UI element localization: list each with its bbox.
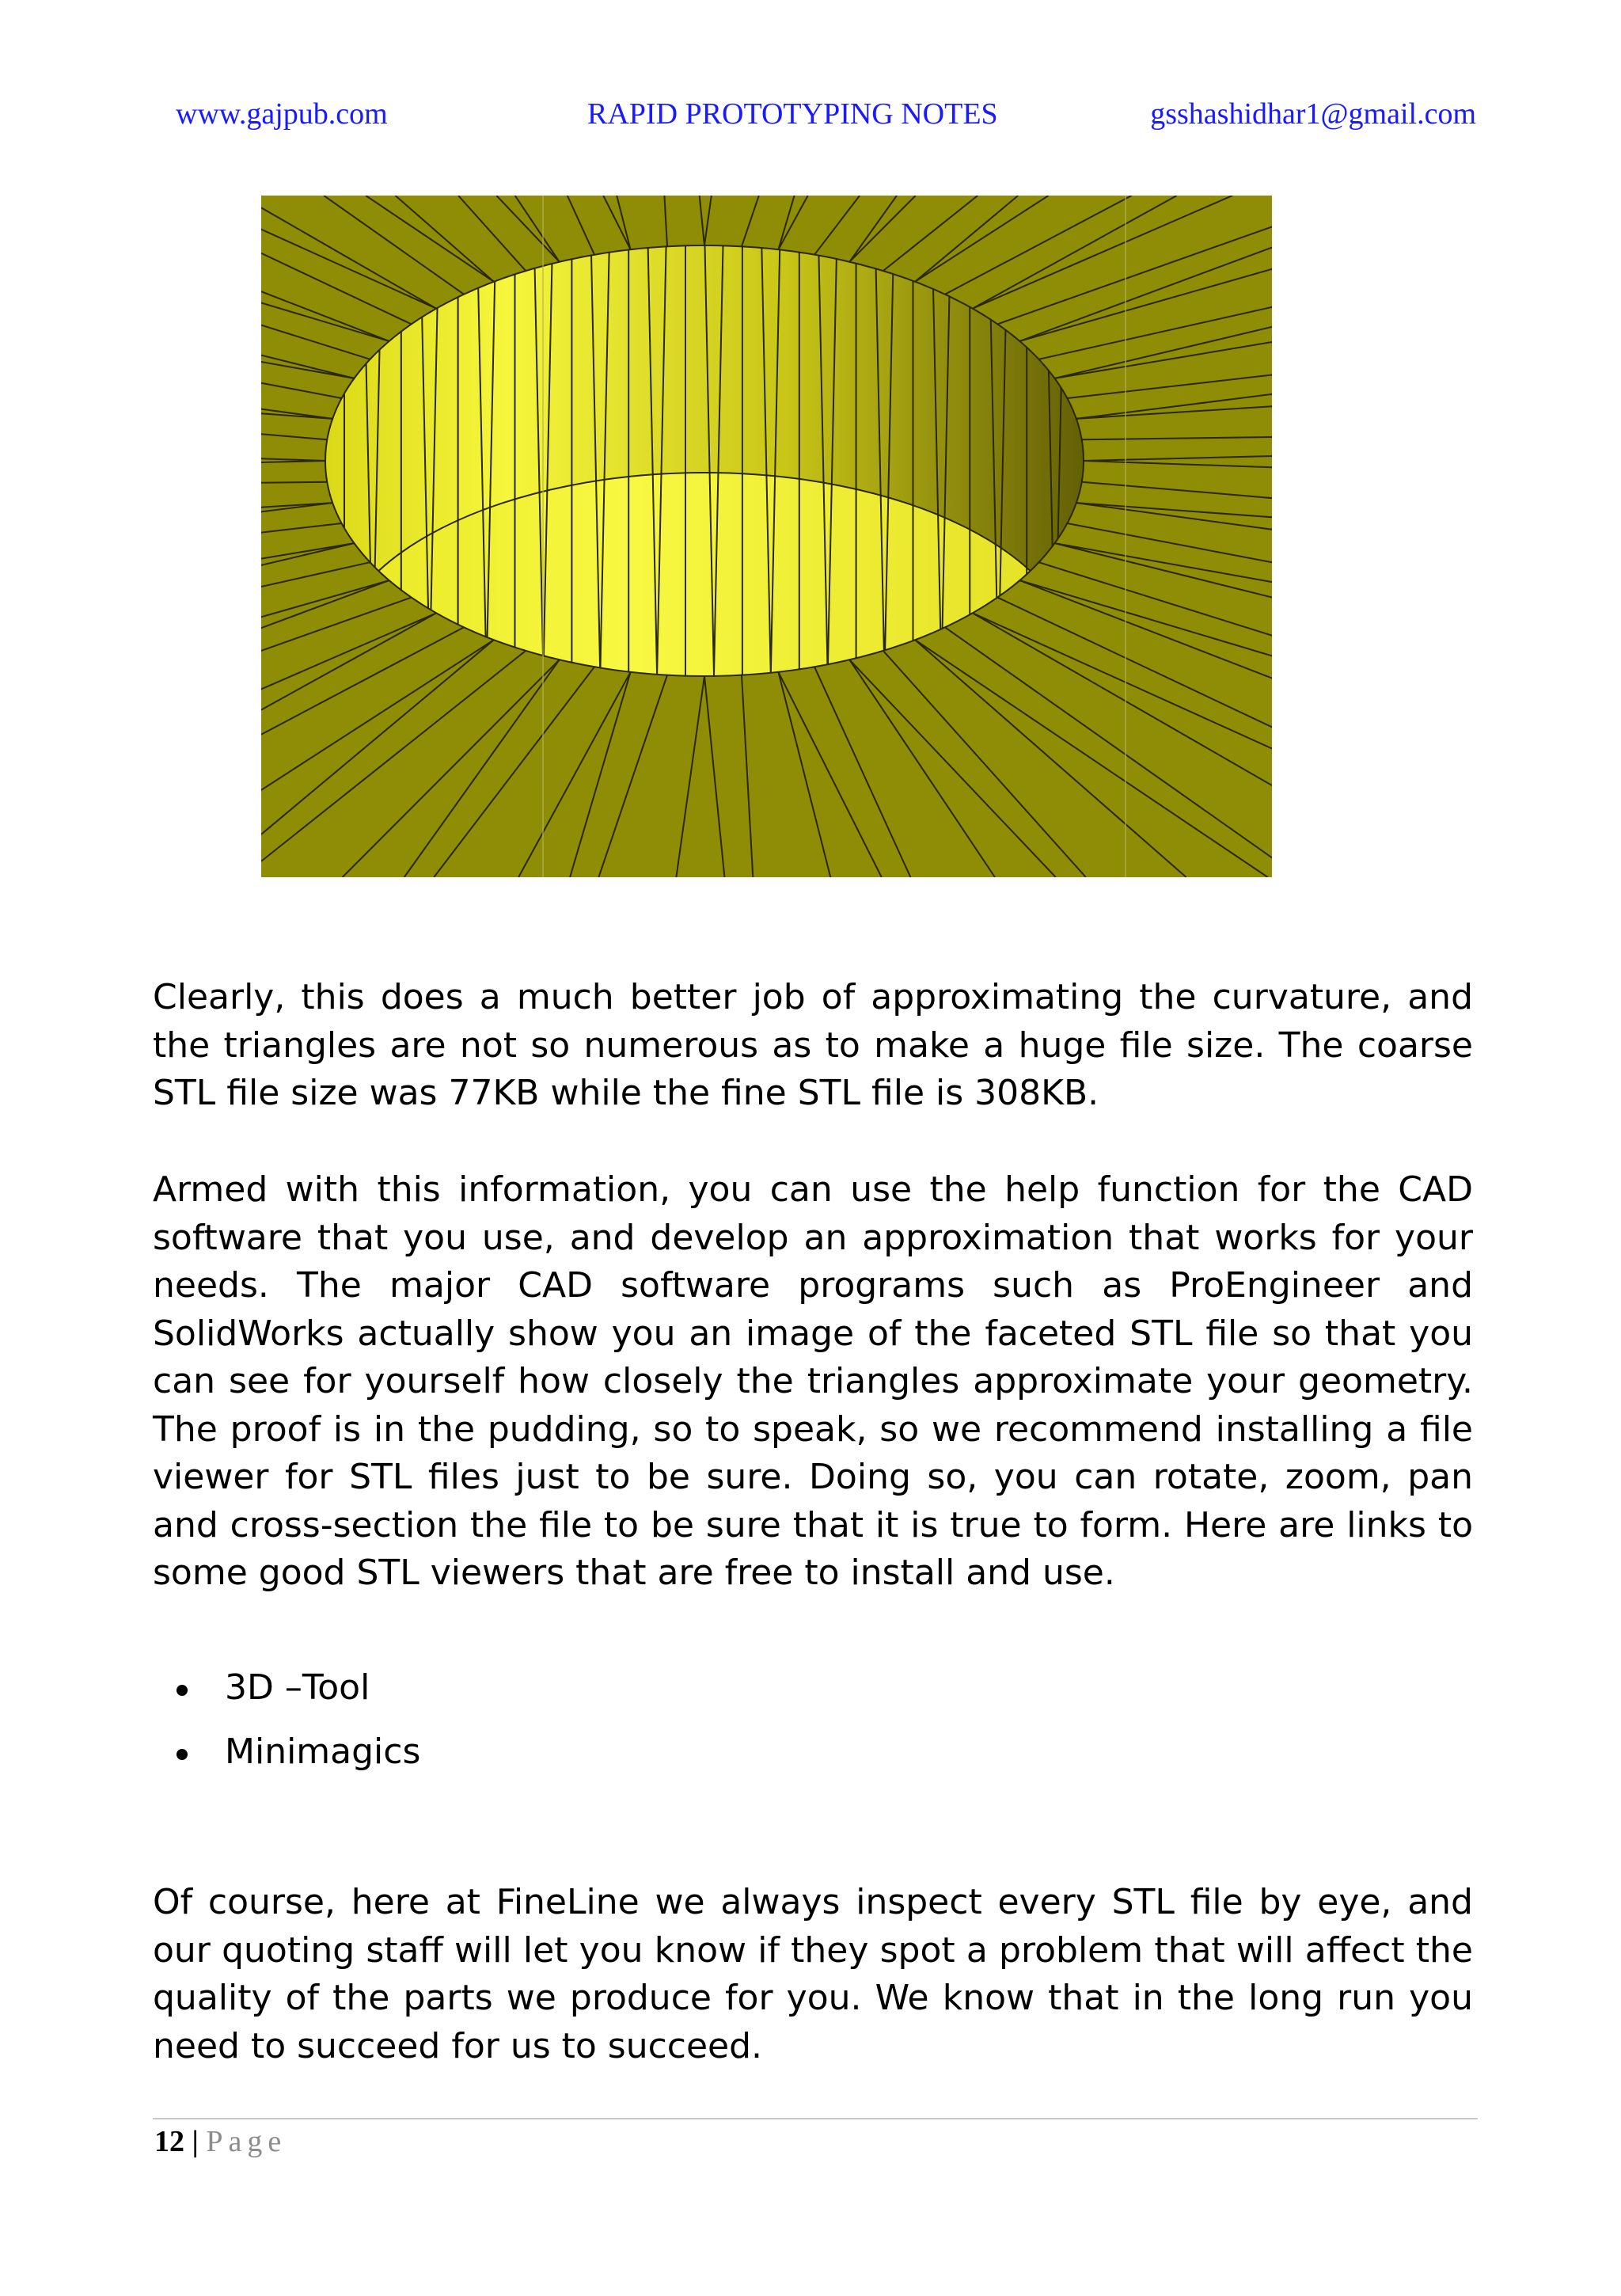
page-header	[0, 97, 1621, 136]
page-footer	[154, 2124, 287, 2159]
body-paragraph-3: Of course, here at FineLine we always inspect every STL file by eye, and our quoting staff will let you know if they spot a problem that will affect the quality of the parts we produce for you. We know that in the long run you need to succeed for us to succeed.	[153, 1882, 1473, 2066]
page-number: 12	[154, 2125, 184, 2158]
body-paragraph-1: Clearly, this does a much better job of approximating the curvature, and the triangles are not so numerous as to make a huge file size. The coarse STL file size was 77KB while the fine STL file is 308KB.	[153, 977, 1473, 1113]
header-website: www.gajpub.com	[176, 97, 388, 131]
body-paragraph-2: Armed with this information, you can use the help function for the CAD software that you use, and develop an approximation that works for your needs. The major CAD software programs such as ProEngineer and SolidWorks actually show you an image of the faceted STL file so that you can see for yourself how closely the triangles approximate your geometry. The proof is in the pudding, so to speak, so we recommend installing a file viewer for STL files just to be sure. Doing so, you can rotate, zoom, pan and cross-section the file to be sure that it is true to form. Here are links to some good STL viewers that are free to install and use.	[153, 1169, 1473, 1593]
stl-mesh-image	[261, 196, 1272, 877]
list-item	[153, 1728, 420, 1792]
page-label: Page	[206, 2125, 287, 2158]
list-item-label: 3D –Tool	[225, 1667, 370, 1708]
footer-divider	[153, 2118, 1478, 2119]
stl-viewer-list	[153, 1664, 420, 1792]
bullet-icon	[177, 1685, 188, 1696]
list-item	[153, 1664, 420, 1728]
header-title: RAPID PROTOTYPING NOTES	[587, 97, 998, 131]
page-separator: |	[192, 2125, 199, 2158]
stl-mesh-figure	[261, 196, 1272, 877]
header-email: gsshashidhar1@gmail.com	[1150, 97, 1476, 131]
bullet-icon	[177, 1749, 188, 1760]
list-item-label: Minimagics	[225, 1732, 421, 1772]
